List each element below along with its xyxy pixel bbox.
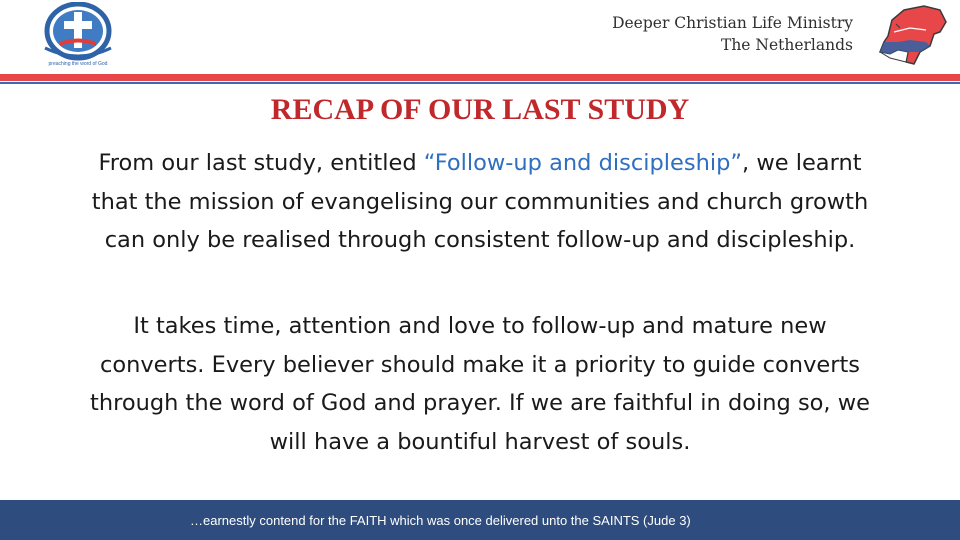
- netherlands-map-icon: [870, 2, 952, 68]
- organization-name: [612, 12, 853, 56]
- slide-title: RECAP OF OUR LAST STUDY: [270, 93, 690, 126]
- header-divider-red: [0, 74, 960, 81]
- recap-paragraph-1: [90, 144, 870, 260]
- study-title-quote: “Follow-up and discipleship”: [423, 150, 743, 176]
- para1-body: , we learnt that the mission of evangelising our communities and church growth can only be realised through consistent follow-up and discipleship.: [91, 150, 869, 253]
- org-name-line: Deeper Christian Life Ministry: [612, 14, 853, 32]
- header-divider-blue: [0, 82, 960, 84]
- dclm-logo-icon: [38, 2, 122, 70]
- footer-motto: …earnestly contend for the FAITH which was once delivered unto the SAINTS (Jude 3): [190, 513, 691, 528]
- logo-tagline: preaching the word of God: [48, 61, 108, 67]
- footer-bar: [0, 500, 960, 540]
- para1-intro: From our last study, entitled: [98, 150, 424, 176]
- recap-paragraph-2: It takes time, attention and love to follow-up and mature new converts. Every believer should make it a priority to guide converts through the word of God and prayer. If we are faithful in doing so, we will have a bountiful harvest of souls.: [90, 313, 870, 455]
- org-country-line: The Netherlands: [720, 36, 853, 54]
